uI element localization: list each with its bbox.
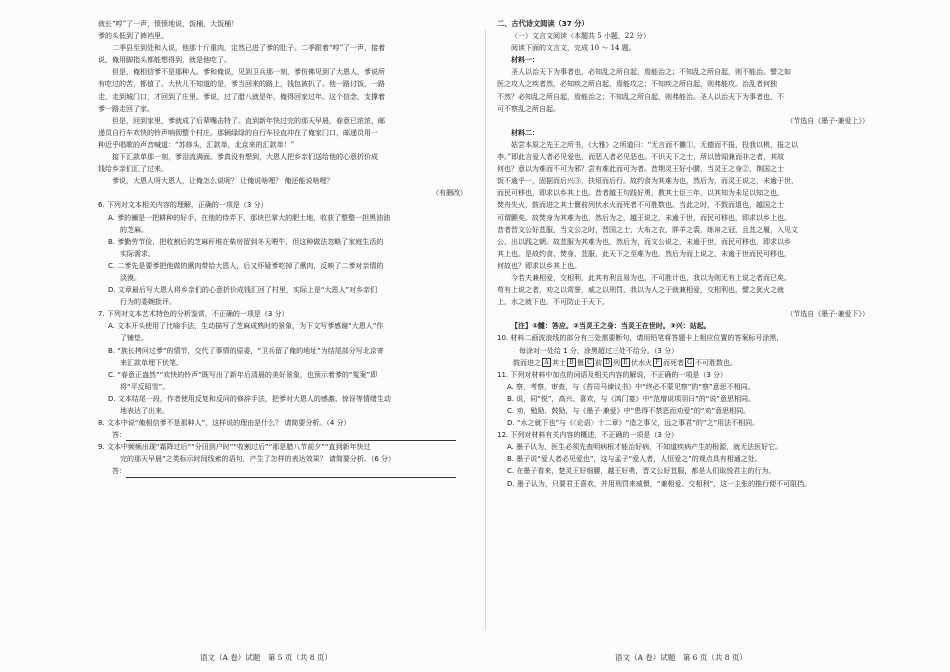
- passage-line: 二季县至到处和人说，他那十斤重肉，定然已进了爹的肚子。二季跟着“哼”了一声，接着: [112, 44, 386, 53]
- answer-option: A. 墨子认为，医生必须先查明病根才能治好病，不知道疾病产生的根源，就无法医好它。: [507, 443, 783, 452]
- passage-line: 其上也。是故约食、焚身、苴服，此天下之至难为也，然后为而上说之，未逾于世而民可移也，: [497, 249, 791, 258]
- passage-line: 阅读下面的文言文，完成 10 ～ 14 题。: [511, 44, 636, 53]
- answer-line: 答：: [98, 465, 473, 477]
- material-heading: 材料一：: [511, 56, 539, 65]
- answer-option: B. 墨子说“爱人者必见爱也”，这与孟子“爱人者，人恒爱之”的观点具有相通之处。: [507, 455, 762, 464]
- answer-option: D. 文本结尾一段，作者使用反复和反问的修辞手法，把爹对大恩人的感激、惊讶等情绪生动: [108, 394, 391, 403]
- question-stem: 8. 文本中说“俺相信爹不是那种人”，这样说的理由是什么？ 请简要分析。（4 分）: [98, 419, 351, 428]
- passage-line: 上，水之就下也，不可防止于天下。: [497, 298, 609, 307]
- passage-line: 但是，俺相信爹不是那种人。爹和俺说，见到卫兵那一刻，爹仿佛见到了大恩人，爹说所: [112, 68, 385, 77]
- break-segment: 伏水火: [631, 358, 652, 367]
- passage-line: 苟有上说之者，劝之以赏誉，威之以刑罚，我以为人之于就兼相爱，交相利也，譬之犹火之就: [497, 286, 784, 295]
- break-segment: 而死者: [663, 358, 684, 367]
- passage-line: 饭不逾乎一，固据而后兴③，扶垣而后行。故约食为其难为也，然后为，而灵王说之，未逾于世，: [497, 177, 798, 186]
- break-segment: 鼓而进之: [513, 358, 541, 367]
- section-heading: 二、古代诗文阅读（37 分）: [497, 19, 589, 28]
- material-heading: 材料二：: [511, 128, 539, 137]
- answer-line: 答：: [98, 429, 473, 441]
- passage-line: 而民可移也，即求以乡其上也。昔者越王句践好勇，教其士臣三年，以其知为未足以知之也，: [497, 189, 784, 198]
- answer-option: D. 文章最后写大恩人将乡亲们的心意折价成钱汇回了村里，实际上是“大恩人”对乡亲们: [108, 286, 378, 295]
- answer-blank[interactable]: [126, 433, 456, 441]
- question-stem: 9. 文本中频频出现“霜降过后”“分田到户时”“收割过后”“那是腊八节前夕”“直到新年快过: [98, 443, 371, 452]
- answer-box[interactable]: B: [567, 358, 576, 367]
- passage-line: 何也？意以为难而不可为邪？尝有难此而可为者。昔荆灵王好小腰，当灵王之身②，荆国之士: [497, 165, 784, 174]
- page-6-footer: 语文（A 卷）试题 第 6 页（共 8 页）: [615, 653, 747, 662]
- option-continuation: 实际需求。: [120, 249, 155, 258]
- answer-option: C. 二爹先是要爹把他做的熏肉带给大恩人，后又怀疑爹吃掉了熏肉，反映了二爹对亲情的: [108, 261, 384, 270]
- answer-option: B. “族长拷问过爹”的情节，交代了事情的原委，“卫兵留了俺的地址”为结尾部分写北京寄: [108, 346, 384, 355]
- answer-option: C. “春意正盎然”“欢快的铃声”既写出了新年后清晨的美好景象，也预示着爹的“冤案”即: [108, 370, 378, 379]
- answer-option: D. “水之就下也”与《〈论语〉十二章》“造之事父，远之事君”的“之”用法不相同。: [507, 419, 760, 428]
- passage-line: 爹一路走回了家。: [98, 104, 154, 113]
- answer-box[interactable]: D: [603, 358, 612, 367]
- passage-line: 钱给乡亲们汇了过来。: [98, 165, 168, 174]
- passage-line: 姑尝本原之先王之所书，《大雅》之所道曰：“无言而不雠①，无德而不报，投我以桃，报之以: [511, 140, 799, 149]
- answer-blank[interactable]: [126, 470, 456, 478]
- question-stem: 11. 下列对材料中加点的词语及相关内容的解说，不正确的一项是（3 分）: [497, 370, 728, 379]
- source-note: （节选自《墨子·兼爱上》）: [786, 116, 869, 125]
- answer-option: C. 劝，勉励、鼓励，与《墨子·兼爱》中“患得不禁恶而劝爱”的“劝”意思相同。: [507, 407, 751, 415]
- answer-box[interactable]: A: [542, 358, 551, 367]
- passage-line: 圣人以治天下为事者也，必知乱之所自起，焉能治之；不知乱之所自起，则不能治。譬之如: [511, 68, 791, 77]
- answer-option: C. 在墨子看来，楚灵王好细腰，越王好勇，晋文公好苴服，都是人们取悦君主的行为。: [507, 467, 776, 476]
- passage-line: 递员自行车欢快的铃声响彻整个村庄。那辆绿绿的自行车径直冲在了俺家门口，邮递员用一: [98, 128, 378, 137]
- option-continuation: 每涂对一处给 1 分，涂黑超过三处不给分。（3 分）: [519, 346, 679, 355]
- answer-box[interactable]: C: [585, 358, 594, 367]
- passage-line: 种近乎唱歌的声音喊道：“苏修头，汇款单，北京来的汇款单！”: [98, 140, 295, 149]
- page-5-footer: 语文（A 卷）试题 第 5 页（共 8 页）: [200, 653, 332, 662]
- answer-option: D. 墨子认为，只要君王喜欢，并用刑罚来威慑，“兼相爱、交相利”，这一主张的推行便不可阻挡。: [507, 479, 812, 488]
- option-continuation: 的芝麻。: [120, 225, 148, 234]
- answer-box[interactable]: F: [653, 358, 662, 367]
- option-continuation: 地表达了出来。: [120, 407, 169, 415]
- passage-line: 焚舟失火，鼓而进之其士偃前列伏水火而死者不可胜数也。当此之时，不鼓而退也，越国之士: [497, 201, 784, 210]
- passage-line: 有吃过的苦，都值了。大伙儿不知道的是，爹当回来的路上，钱包被扒了。他一路讨饭，一路: [98, 80, 385, 89]
- option-continuation: 将“平反昭雪”。: [120, 382, 170, 391]
- passage-line: 不然？必知乱之所自起，焉能治之；不知乱之所自起，则弗能治。圣人以治天下为事者也，不: [497, 92, 784, 101]
- passage-line: 就长“哼”了一声，愤愤地说，饭桶，大饭桶！: [98, 20, 239, 28]
- passage-line: 走，走到城门口，才回到了庄里。爹说，过了腊八就是年，俺得回家过年。这个信念，支撑着: [98, 92, 385, 101]
- question-stem: 10. 材料二画波浪线的部分有三处需要断句，请用铅笔将答题卡上相应位置的答案标号涂黑，: [497, 334, 784, 343]
- answer-option: A. 察，考察，审查，与《苔司马谏议书》中“终必不蒙见察”的“察”意思不相同。: [507, 382, 755, 391]
- question-stem: 12. 下列对材料有关内容的概述，不正确的一项是（3 分）: [497, 431, 679, 440]
- answer-option: A. 文本开头使用了比喻手法，生动描写了芝麻成熟时的景象，为下文写爹感谢“大恩人”作: [108, 322, 384, 331]
- break-segment: 不可胜数也。: [695, 358, 737, 367]
- passage-line: 何故也？即求以乡其上也。: [497, 261, 581, 270]
- passage-line: 爹说，大恩人呀大恩人，让俺怎么说呢？ 让俺说啥哩？ 俺还能说啥哩？: [112, 177, 334, 186]
- break-segment: 其士: [552, 358, 566, 367]
- question-stem: 7. 下列对文本艺术特色的分析鉴赏，不正确的一项是（3 分）: [98, 310, 289, 319]
- passage-line: 公，出以践之朝。故苴服为其难为也，然后为，而文公说之，未逾于世，而民可移也，即求以乡: [497, 237, 791, 246]
- passage-line: 可不察乱之所自起。: [497, 104, 560, 113]
- option-continuation: 淡漠。: [120, 273, 141, 282]
- answer-option: A. 爹的禰是一把耕种的好手，在他的侍弄下，那块巴掌大的肥土地，收获了整整一担黑油油: [108, 213, 391, 222]
- passage-line: 李。”即此言爱人者必见爱也，而恶人者必见恶也。不识天下之士，所以皆闻兼而非之者，其故: [497, 153, 785, 162]
- column-divider: [485, 30, 486, 630]
- passage-line: 医之攻人之疾者然，必知疾之所自起，焉能攻之；不知疾之所自起，则弗能攻。治乱者何独: [497, 80, 777, 89]
- passage-line: 可谓颤矣。故焚身为其难为也，然后为之，越王说之，未逾于世，而民可移也，即求以乡上也。: [497, 213, 791, 222]
- source-note: （节选自《墨子·兼爱下》）: [786, 310, 869, 319]
- passage-line: （一）文言文阅读（本题共 5 小题，22 分）: [511, 32, 651, 41]
- sentence-break-boxes: [497, 357, 875, 369]
- answer-box[interactable]: G: [685, 358, 694, 367]
- passage-line: 昔者晋文公好苴服，当文公之时，晋国之士，大布之衣，牂羊之裘，练帛之冠，且苴之履，入见文: [497, 225, 798, 234]
- material-heading: 【注】①雠：答应。②当灵王之身：当灵王在世时。③兴：站起。: [511, 322, 711, 331]
- page-5-column: [98, 18, 473, 632]
- break-segment: 前: [595, 358, 602, 367]
- option-continuation: 了铺垫。: [120, 334, 148, 343]
- passage-line: 但是，回到家里，爹就成了后辈嘴击特了。直到新年快过完的那天早晨，春意已浓浓，邮: [112, 116, 385, 125]
- source-note: （有删改）: [432, 189, 467, 198]
- answer-option: B. 说，同“悦”，高兴、喜欢，与《鸿门宴》中“范增说项羽曰”的“说”意思相同。: [507, 394, 756, 403]
- break-segment: 偃: [577, 358, 584, 367]
- answer-option: B. 爹勤劳节俭，把收割后的芝麻秆堆在柴房留到冬天喂牛，但这种做法忽略了家庭生活的: [108, 237, 384, 246]
- passage-line: 今若夫兼相爱，交相利，此其有利且易为也，不可胜计也，我以为则无有上说之者而已矣。: [511, 273, 791, 282]
- passage-line: 爹的头低到了裤裆里。: [98, 32, 168, 41]
- answer-box[interactable]: E: [621, 358, 630, 367]
- option-continuation: 行为的委婉批评。: [120, 298, 176, 307]
- page-6-column: [497, 18, 875, 632]
- option-continuation: 完的那天早晨”之类标示时间线索的语句，产生了怎样的表达效果？ 请简要分析。（6 分）: [120, 455, 396, 464]
- question-stem: 6. 下列对文本相关内容的理解，正确的一项是（3 分）: [98, 201, 268, 210]
- passage-line: 说，俺用脚指头都能想得到，就是他吃了。: [98, 56, 231, 65]
- break-segment: 列: [613, 358, 620, 367]
- passage-line: 接下汇款单那一刻，爹泪流满面。爹真没有想到，大恩人把乡亲们送给他的心意折价成: [112, 153, 378, 162]
- option-continuation: 来汇款单埋下伏笔。: [120, 358, 183, 367]
